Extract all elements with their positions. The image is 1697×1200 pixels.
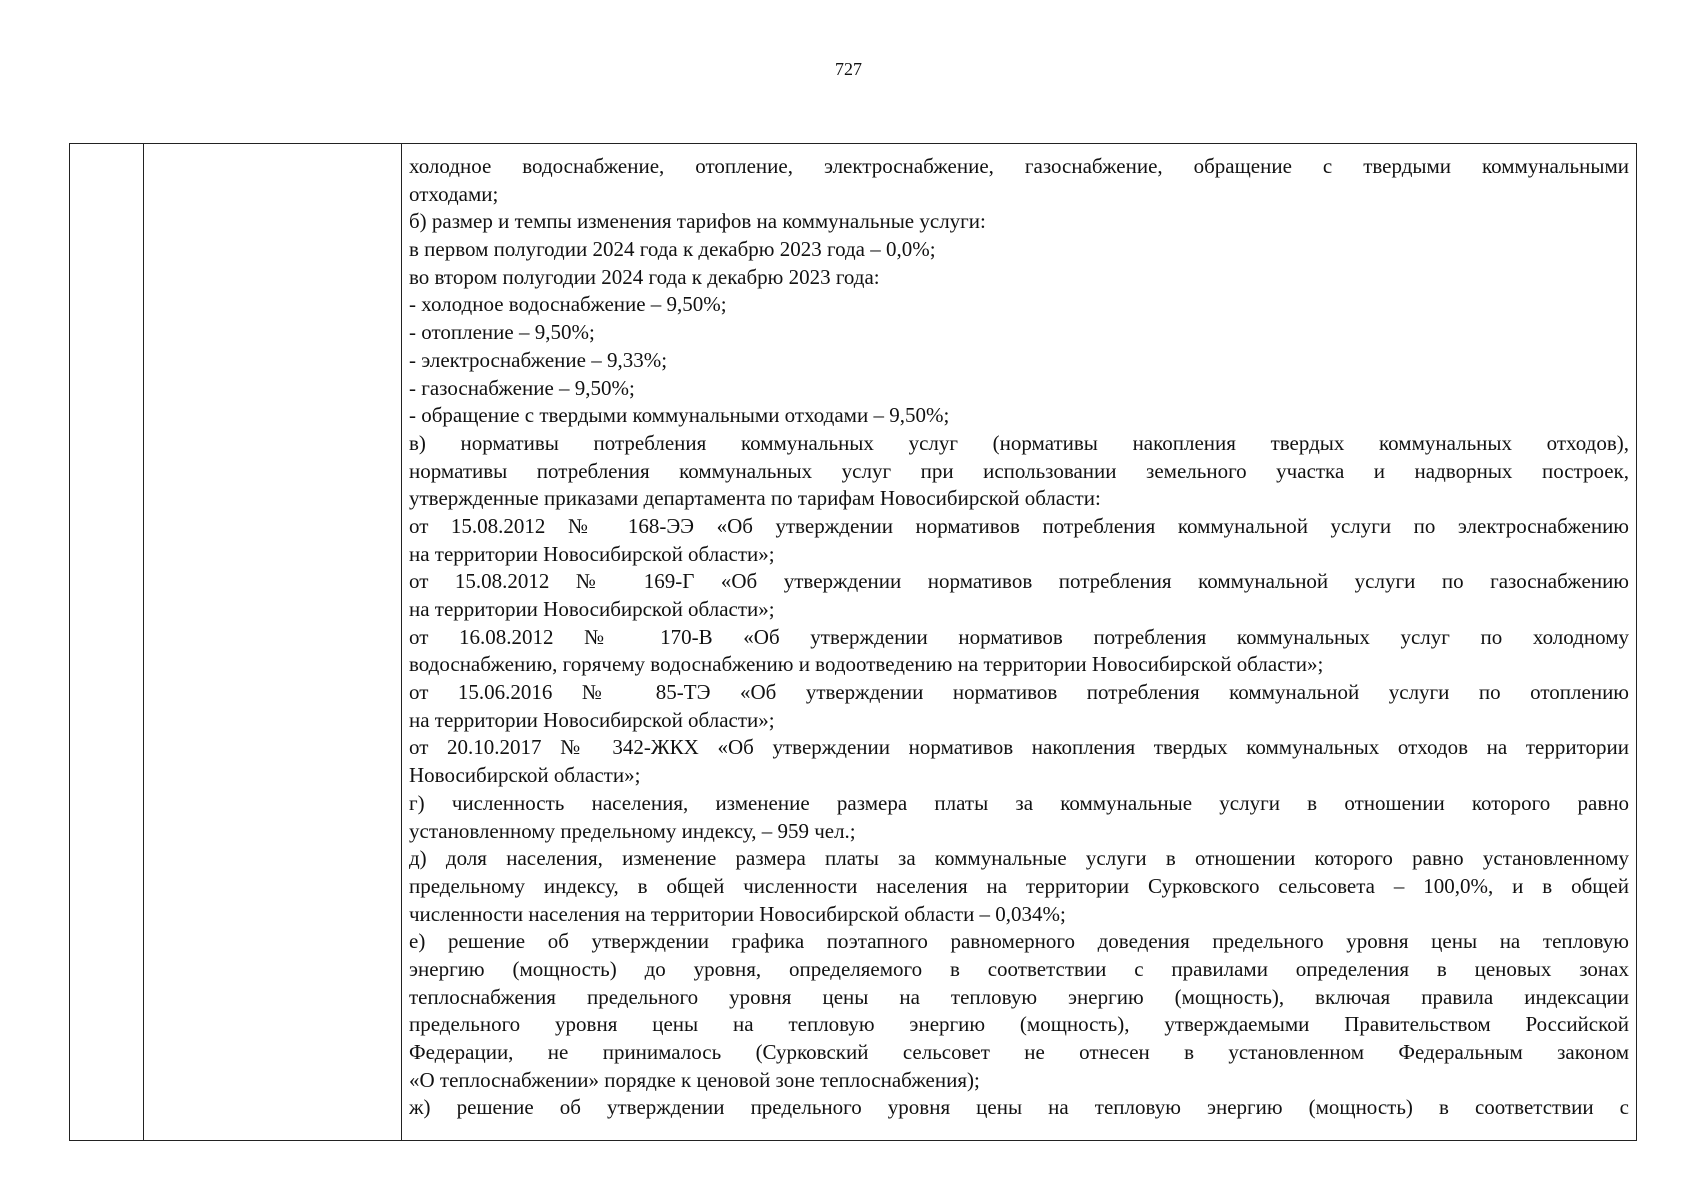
text-line: предельному индексу, в общей численности населения на территории Сурковского сельсовета – 100,0%, и в общей <box>409 873 1629 898</box>
text-line: в) нормативы потребления коммунальных услуг (нормативы накопления твердых коммунальных отходов), <box>409 430 1629 455</box>
text-line: д) доля населения, изменение размера платы за коммунальные услуги в отношении которого равно установленному <box>409 846 1629 871</box>
text-line: во втором полугодии 2024 года к декабрю 2023 года: <box>409 264 880 289</box>
text-line: от 15.08.2012 № 168-ЭЭ «Об утверждении нормативов потребления коммунальной услуги по электроснабжению <box>409 513 1629 538</box>
text-line: г) численность населения, изменение размера платы за коммунальные услуги в отношении которого равно <box>409 790 1629 815</box>
text-line: водоснабжению, горячему водоснабжению и водоотведению на территории Новосибирской области»; <box>409 652 1324 677</box>
text-line: - отопление – 9,50%; <box>409 320 595 345</box>
text-line: - обращение с твердыми коммунальными отходами – 9,50%; <box>409 403 950 428</box>
text-line: на территории Новосибирской области»; <box>409 597 775 621</box>
text-line: от 15.06.2016 № 85-ТЭ «Об утверждении нормативов потребления коммунальной услуги по отоплению <box>409 680 1629 705</box>
text-line: предельного уровня цены на тепловую энергию (мощность), утверждаемыми Правительством Российской <box>409 1012 1629 1037</box>
text-line: утвержденные приказами департамента по тарифам Новосибирской области: <box>409 486 1101 511</box>
text-line: Новосибирской области»; <box>409 763 641 788</box>
text-line: в первом полугодии 2024 года к декабрю 2023 года – 0,0%; <box>409 237 936 262</box>
text-line: Федерации, не принималось (Сурковский сельсовет не отнесен в установленном Федеральным законом <box>409 1040 1629 1064</box>
table-cell-name <box>144 144 402 1140</box>
document-table <box>69 143 1637 1141</box>
text-line: от 15.08.2012 № 169-Г «Об утверждении нормативов потребления коммунальной услуги по газоснабжению <box>409 569 1629 594</box>
text-line: - холодное водоснабжение – 9,50%; <box>409 292 727 317</box>
text-line: теплоснабжения предельного уровня цены на тепловую энергию (мощность), включая правила индексации <box>409 984 1629 1009</box>
text-line: отходами; <box>409 181 499 206</box>
text-line: энергию (мощность) до уровня, определяемого в соответствии с правилами определения в ценовых зонах <box>409 956 1629 981</box>
text-line: «О теплоснабжении» порядке к ценовой зоне теплоснабжения); <box>409 1067 980 1092</box>
text-line: от 16.08.2012 № 170-В «Об утверждении нормативов потребления коммунальных услуг по холодному <box>409 624 1629 649</box>
text-line: е) решение об утверждении графика поэтапного равномерного доведения предельного уровня цены на тепловую <box>409 929 1629 954</box>
text-line: на территории Новосибирской области»; <box>409 541 775 566</box>
table-cell-content <box>402 144 1636 1140</box>
text-line: численности населения на территории Новосибирской области – 0,034%; <box>409 901 1066 926</box>
text-line: на территории Новосибирской области»; <box>409 707 775 732</box>
table-cell-number <box>70 144 144 1140</box>
text-line: - газоснабжение – 9,50%; <box>409 375 635 400</box>
text-line: нормативы потребления коммунальных услуг при использовании земельного участка и надворных построек, <box>409 458 1629 483</box>
text-line: - электроснабжение – 9,33%; <box>409 347 668 372</box>
text-line: от 20.10.2017 № 342-ЖКХ «Об утверждении нормативов накопления твердых коммунальных отходов на территории <box>409 735 1629 760</box>
text-line: холодное водоснабжение, отопление, электроснабжение, газоснабжение, обращение с твердыми коммунальными <box>409 154 1629 178</box>
text-line: ж) решение об утверждении предельного уровня цены на тепловую энергию (мощность) в соответствии с <box>409 1095 1629 1120</box>
page-number: 727 <box>835 59 862 79</box>
text-line: установленному предельному индексу, – 959 чел.; <box>409 818 856 843</box>
text-line: б) размер и темпы изменения тарифов на коммунальные услуги: <box>409 209 986 234</box>
